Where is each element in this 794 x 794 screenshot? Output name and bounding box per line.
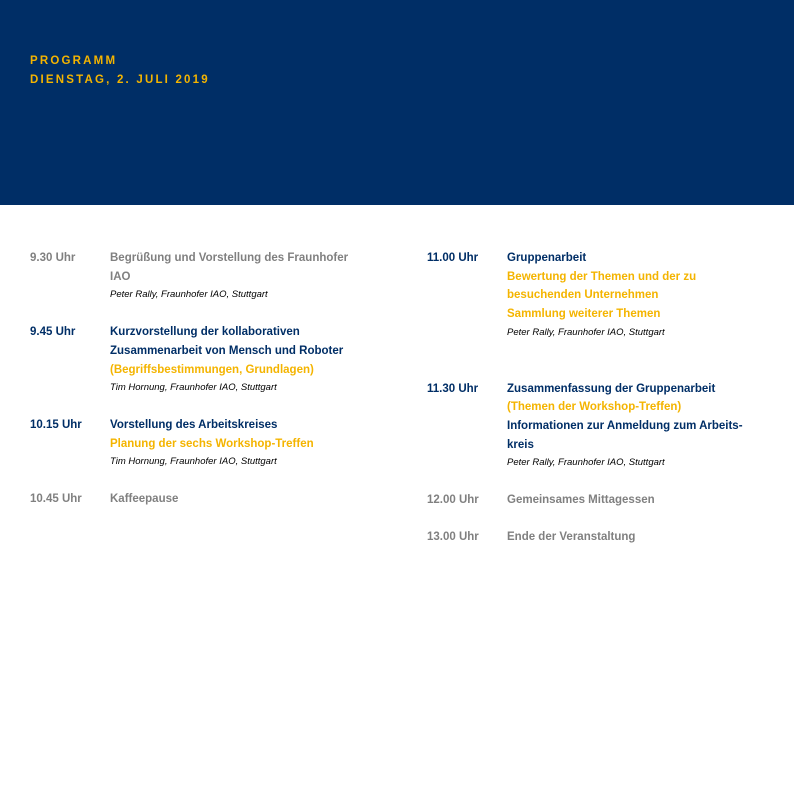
entry-title: Kurzvorstellung der kollaborativen <box>110 326 300 339</box>
entry-title: Begrüßung und Vorstellung des Fraunhofer <box>110 252 349 264</box>
entry-highlight: Sammlung weiterer Themen <box>507 308 661 321</box>
schedule-entry <box>427 528 767 547</box>
entry-speaker: Peter Rally, Fraunhofer IAO, Stuttgart <box>507 457 665 469</box>
schedule-entry <box>30 416 370 472</box>
entry-time: 12.00 Uhr <box>427 494 479 507</box>
entry-time: 10.45 Uhr <box>30 493 82 506</box>
entry-title: IAO <box>110 270 131 283</box>
entry-title: Vorstellung des Arbeitskreises <box>110 418 278 431</box>
schedule-entry <box>427 491 767 510</box>
entry-time: 11.00 Uhr <box>427 252 479 264</box>
entry-title: Gemeinsames Mittagessen <box>507 494 655 507</box>
schedule-entry <box>30 249 370 305</box>
entry-speaker: Tim Hornung, Fraunhofer IAO, Stuttgart <box>110 382 277 394</box>
entry-title: Zusammenarbeit von Mensch und Roboter <box>110 344 344 357</box>
entry-speaker: Peter Rally, Fraunhofer IAO, Stuttgart <box>110 289 268 301</box>
schedule-right-column <box>427 249 767 546</box>
program-label: PROGRAMM <box>30 55 118 67</box>
entry-time: 9.30 Uhr <box>30 252 76 264</box>
entry-speaker: Tim Hornung, Fraunhofer IAO, Stuttgart <box>110 456 277 468</box>
entry-title: Zusammenfassung der Gruppenarbeit <box>507 382 716 395</box>
entry-title: Informationen zur Anmeldung zum Arbeits- <box>507 419 743 432</box>
entry-highlight: (Themen der Workshop-Treffen) <box>507 401 682 414</box>
entry-time: 13.00 Uhr <box>427 530 479 543</box>
entry-title: kreis <box>507 438 534 451</box>
schedule-entry <box>427 380 767 474</box>
entry-title: Gruppenarbeit <box>507 252 587 264</box>
entry-highlight: (Begriffsbestimmungen, Grundlagen) <box>110 363 314 376</box>
entry-highlight: Planung der sechs Workshop-Treffen <box>110 437 314 450</box>
entry-title: Kaffeepause <box>110 493 179 506</box>
schedule-entry <box>30 490 370 509</box>
entry-title: Ende der Veranstaltung <box>507 530 636 543</box>
schedule-entry <box>427 249 767 343</box>
entry-highlight: besuchenden Unternehmen <box>507 289 659 302</box>
header-banner <box>0 0 794 205</box>
entry-time: 9.45 Uhr <box>30 326 76 339</box>
entry-time: 10.15 Uhr <box>30 418 82 431</box>
entry-highlight: Bewertung der Themen und der zu <box>507 270 697 283</box>
entry-speaker: Peter Rally, Fraunhofer IAO, Stuttgart <box>507 326 665 338</box>
entry-time: 11.30 Uhr <box>427 382 479 395</box>
schedule-entry <box>30 323 370 398</box>
program-date: DIENSTAG, 2. JULI 2019 <box>30 74 210 86</box>
schedule-left-column <box>30 249 370 509</box>
